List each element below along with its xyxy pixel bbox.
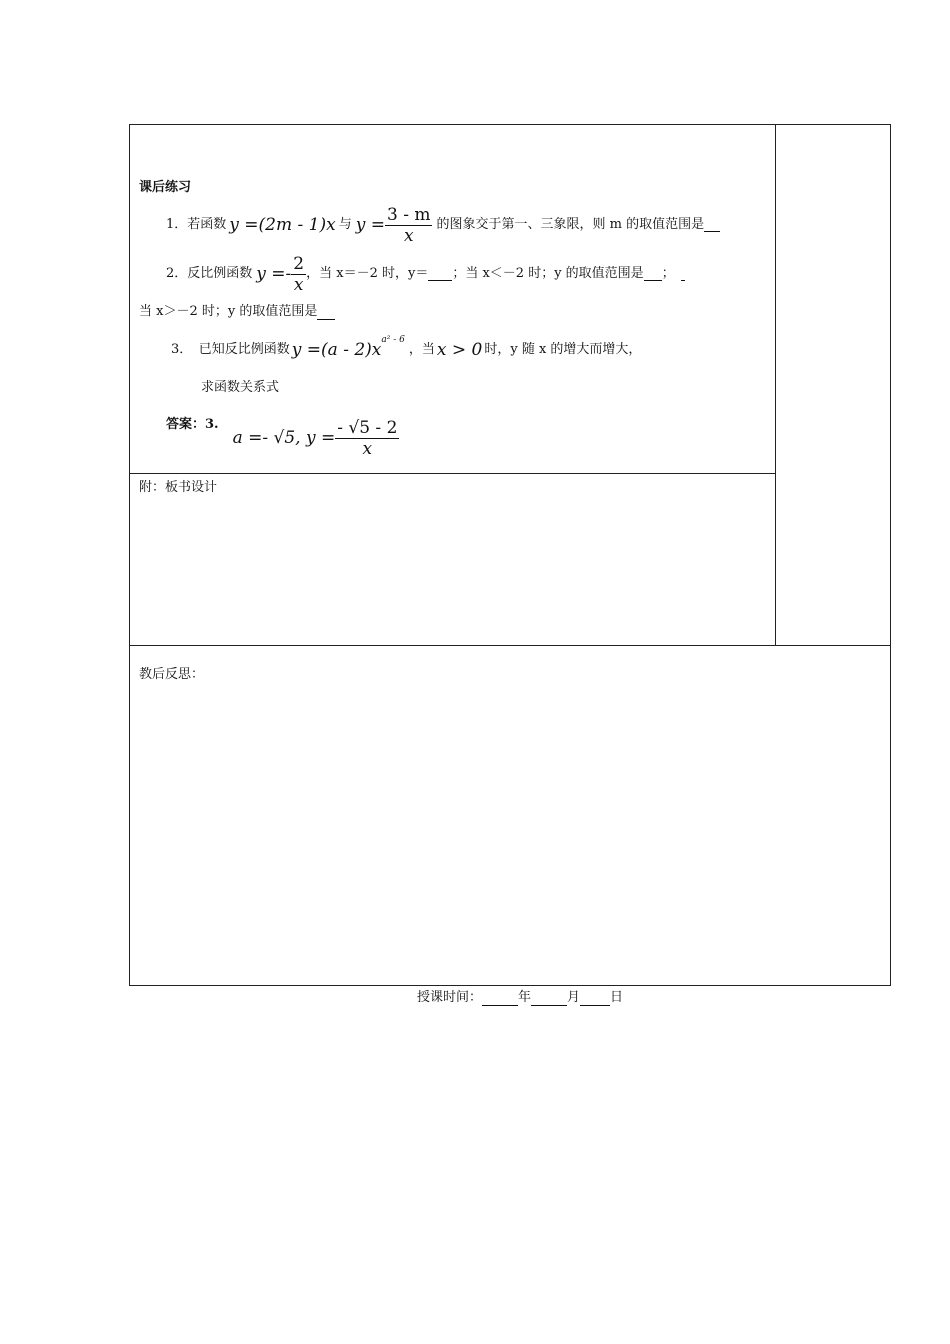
q3-condition: x > 0 xyxy=(436,340,483,360)
q1-formula-1: y =(2m - 1)x xyxy=(229,215,336,235)
q2-part-1: ，当 x＝－2 时，y＝ xyxy=(306,266,429,281)
section-title: 课后练习 xyxy=(139,180,192,195)
q3-suffix: 时，y 随 x 的增大而增大， xyxy=(484,342,642,357)
year-label: 年 xyxy=(518,990,532,1005)
row-divider-2 xyxy=(129,645,891,646)
answer-label: 答案：3. xyxy=(166,417,219,432)
answer xyxy=(166,413,399,463)
day-blank[interactable] xyxy=(580,993,610,1006)
teaching-date-label: 授课时间： xyxy=(417,990,483,1005)
row-divider-1 xyxy=(129,473,776,474)
q1-suffix: 的图象交于第一、三象限，则 m 的取值范围是 xyxy=(436,217,705,232)
teaching-date xyxy=(417,990,623,1006)
q2-prefix: 2．反比例函数 xyxy=(166,266,253,281)
q2-fraction xyxy=(291,254,306,295)
q2-part-2: ；当 x＜－2 时；y 的取值范围是 xyxy=(452,266,644,281)
q2-blank-1[interactable] xyxy=(428,268,452,281)
q1-answer-blank[interactable] xyxy=(704,219,720,232)
question-1 xyxy=(166,202,720,248)
q2-line-2-text: 当 x＞－2 时；y 的取值范围是 xyxy=(139,304,318,319)
answer-expression: a =- √5, y = xyxy=(232,428,336,448)
q2-formula-lhs: y =- xyxy=(256,264,292,284)
answer-fraction-denominator: x xyxy=(362,438,373,459)
q1-prefix: 1．若函数 xyxy=(166,217,227,232)
q3-formula: y =(a - 2)x xyxy=(291,340,382,360)
q3-prefix: 3． 已知反比例函数 xyxy=(171,342,290,357)
column-divider xyxy=(775,124,776,646)
day-label: 日 xyxy=(610,990,624,1005)
reflection-label: 教后反思： xyxy=(139,667,205,682)
month-blank[interactable] xyxy=(531,993,567,1006)
q3-exponent: a² - 6 xyxy=(381,335,405,345)
q2-fraction-numerator: 2 xyxy=(293,253,305,274)
answer-fraction xyxy=(335,418,399,459)
question-3-line-2: 求函数关系式 xyxy=(201,380,280,395)
q1-formula-2-lhs: y = xyxy=(355,215,385,235)
appendix-label: 附：板书设计 xyxy=(139,480,218,495)
q2-fraction-denominator: x xyxy=(293,274,304,295)
question-2-line-2 xyxy=(139,304,335,320)
answer-fraction-numerator: - √5 - 2 xyxy=(337,417,398,438)
q2-part-3: ； xyxy=(661,266,675,281)
q2-blank-4[interactable] xyxy=(317,307,335,320)
question-3 xyxy=(171,332,641,368)
q3-mid: ，当 xyxy=(408,342,435,357)
q1-mid: 与 xyxy=(338,217,352,232)
month-label: 月 xyxy=(567,990,581,1005)
q2-blank-3[interactable] xyxy=(681,268,685,281)
q2-blank-2[interactable] xyxy=(644,268,662,281)
question-2 xyxy=(166,251,685,297)
q1-fraction xyxy=(385,205,433,246)
year-blank[interactable] xyxy=(482,993,518,1006)
q1-fraction-denominator: x xyxy=(403,225,414,246)
q1-fraction-numerator: 3 - m xyxy=(386,204,431,225)
